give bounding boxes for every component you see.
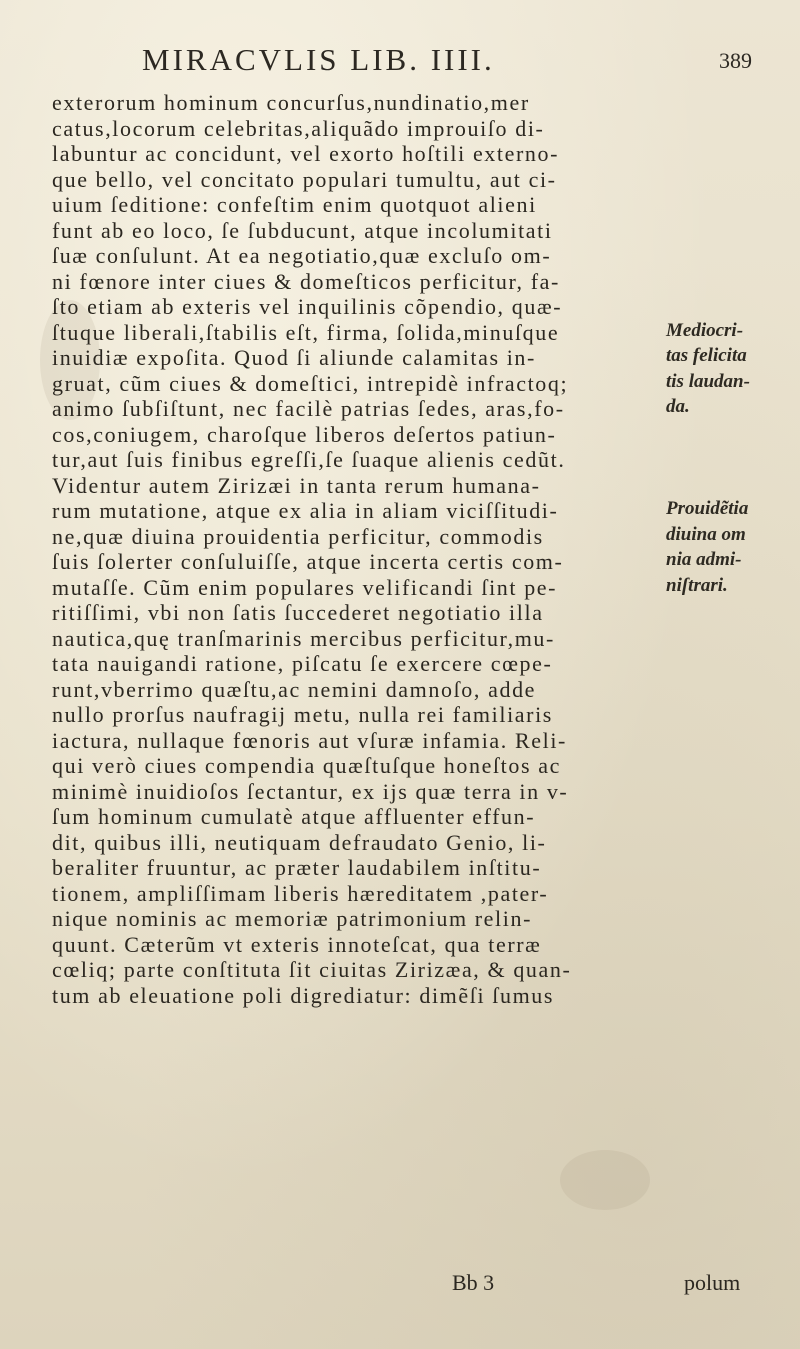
text-line: qui verò ciues compendia quæſtuſque honeſtos ac xyxy=(52,753,561,778)
margin-note: nia admi- xyxy=(666,549,742,570)
margin-note: Mediocri- xyxy=(666,319,744,341)
text-line: ni fœnore inter ciues & domeſticos perficitur, fa- xyxy=(52,268,560,294)
page-number: 389 xyxy=(719,48,752,73)
text-line: tum ab eleuatione poli digrediatur: dimẽſi ſumus xyxy=(52,982,555,1008)
text-line: ſuæ conſulunt. At ea negotiatio,quæ excluſo om- xyxy=(52,243,552,268)
text-line: animo ſubſiſtunt, nec facilè patrias ſedes, aras,fo- xyxy=(52,396,565,421)
text-line: beraliter fruuntur, ac præter laudabilem inſtitu- xyxy=(52,855,542,880)
text-line: rum mutatione, atque ex alia in aliam viciſſitudi- xyxy=(52,498,559,523)
text-line: ſto etiam ab exteris vel inquilinis cõpendio, quæ- xyxy=(52,294,563,319)
text-line: tur,aut ſuis finibus egreſſi,ſe ſuaque alienis cedũt. xyxy=(52,447,566,472)
text-line: ſum hominum cumulatè atque affluenter effun- xyxy=(52,804,536,829)
margin-note: niſtrari. xyxy=(666,574,728,596)
text-line: mutaſſe. Cũm enim populares velificandi ſint pe- xyxy=(52,574,558,600)
text-line: nautica,quę tranſmarinis mercibus perficitur,mu- xyxy=(52,625,555,651)
text-line: ne,quæ diuina prouidentia perficitur, commodis xyxy=(52,523,544,549)
text-line: que bello, vel concitato populari tumultu, aut ci- xyxy=(52,166,557,192)
text-line: minimè inuidioſos ſectantur, ex ijs quæ terra in v- xyxy=(52,778,569,804)
margin-note: tas felicita xyxy=(666,345,747,366)
main-text-block xyxy=(52,90,652,1008)
text-line: nique nominis ac memoriæ patrimonium relin- xyxy=(52,906,532,931)
text-line: gruat, cũm ciues & domeſtici, intrepidè infractoq; xyxy=(52,370,569,396)
text-line: uium ſeditione: confeſtim enim quotquot alieni xyxy=(52,192,537,217)
margin-note: Prouidẽtia xyxy=(666,498,749,519)
text-line: quunt. Cæterũm vt exteris innoteſcat, qua terræ xyxy=(52,931,542,957)
text-line: cos,coniugem, charoſque liberos deſertos patiun- xyxy=(52,421,557,447)
text-line: ritiſſimi, vbi non ſatis ſuccederet negotiatio illa xyxy=(52,600,544,625)
text-line: dit, quibus illi, neutiquam defraudato Genio, li- xyxy=(52,829,547,855)
paper-stain xyxy=(560,1150,650,1210)
text-line: labuntur ac concidunt, vel exorto hoſtili externo- xyxy=(52,141,560,166)
text-line: funt ab eo loco, ſe ſubducunt, atque incolumitati xyxy=(52,217,553,243)
signature-mark: Bb 3 xyxy=(452,1270,495,1295)
page-footer xyxy=(52,1270,792,1300)
text-line: tata nauigandi ratione, piſcatu ſe exercere cœpe- xyxy=(52,651,553,676)
text-line: iactura, nullaque fœnoris aut vſuræ infamia. Reli- xyxy=(52,727,567,753)
text-line: exterorum hominum concurſus,nundinatio,mer xyxy=(52,90,530,115)
text-line: inuidiæ expoſita. Quod ſi aliunde calamitas in- xyxy=(52,345,536,370)
running-title: MIRACVLIS LIB. IIII. xyxy=(142,42,495,77)
text-line: ſuis ſolerter conſuluiſſe, atque incerta certis com- xyxy=(52,549,564,574)
text-line: Videntur autem Zirizæi in tanta rerum humana- xyxy=(52,472,541,498)
catchword: polum xyxy=(684,1270,741,1295)
margin-note: da. xyxy=(666,396,690,417)
text-line: runt,vberrimo quæſtu,ac nemini damnoſo, adde xyxy=(52,676,537,702)
text-line: catus,locorum celebritas,aliquãdo improuiſo di- xyxy=(52,115,545,141)
margin-note: tis laudan- xyxy=(666,370,750,392)
text-line: nullo prorſus naufragij metu, nulla rei familiaris xyxy=(52,702,553,727)
margin-note: diuina om xyxy=(666,523,746,545)
text-line: tionem, ampliſſimam liberis hæreditatem ,pater- xyxy=(52,880,549,906)
page-header xyxy=(120,42,760,92)
text-line: ſtuque liberali,ſtabilis eſt, firma, ſolida,minuſque xyxy=(52,319,560,345)
text-line: cœliq; parte conſtituta ſit ciuitas Zirizæa, & quan- xyxy=(52,957,572,982)
